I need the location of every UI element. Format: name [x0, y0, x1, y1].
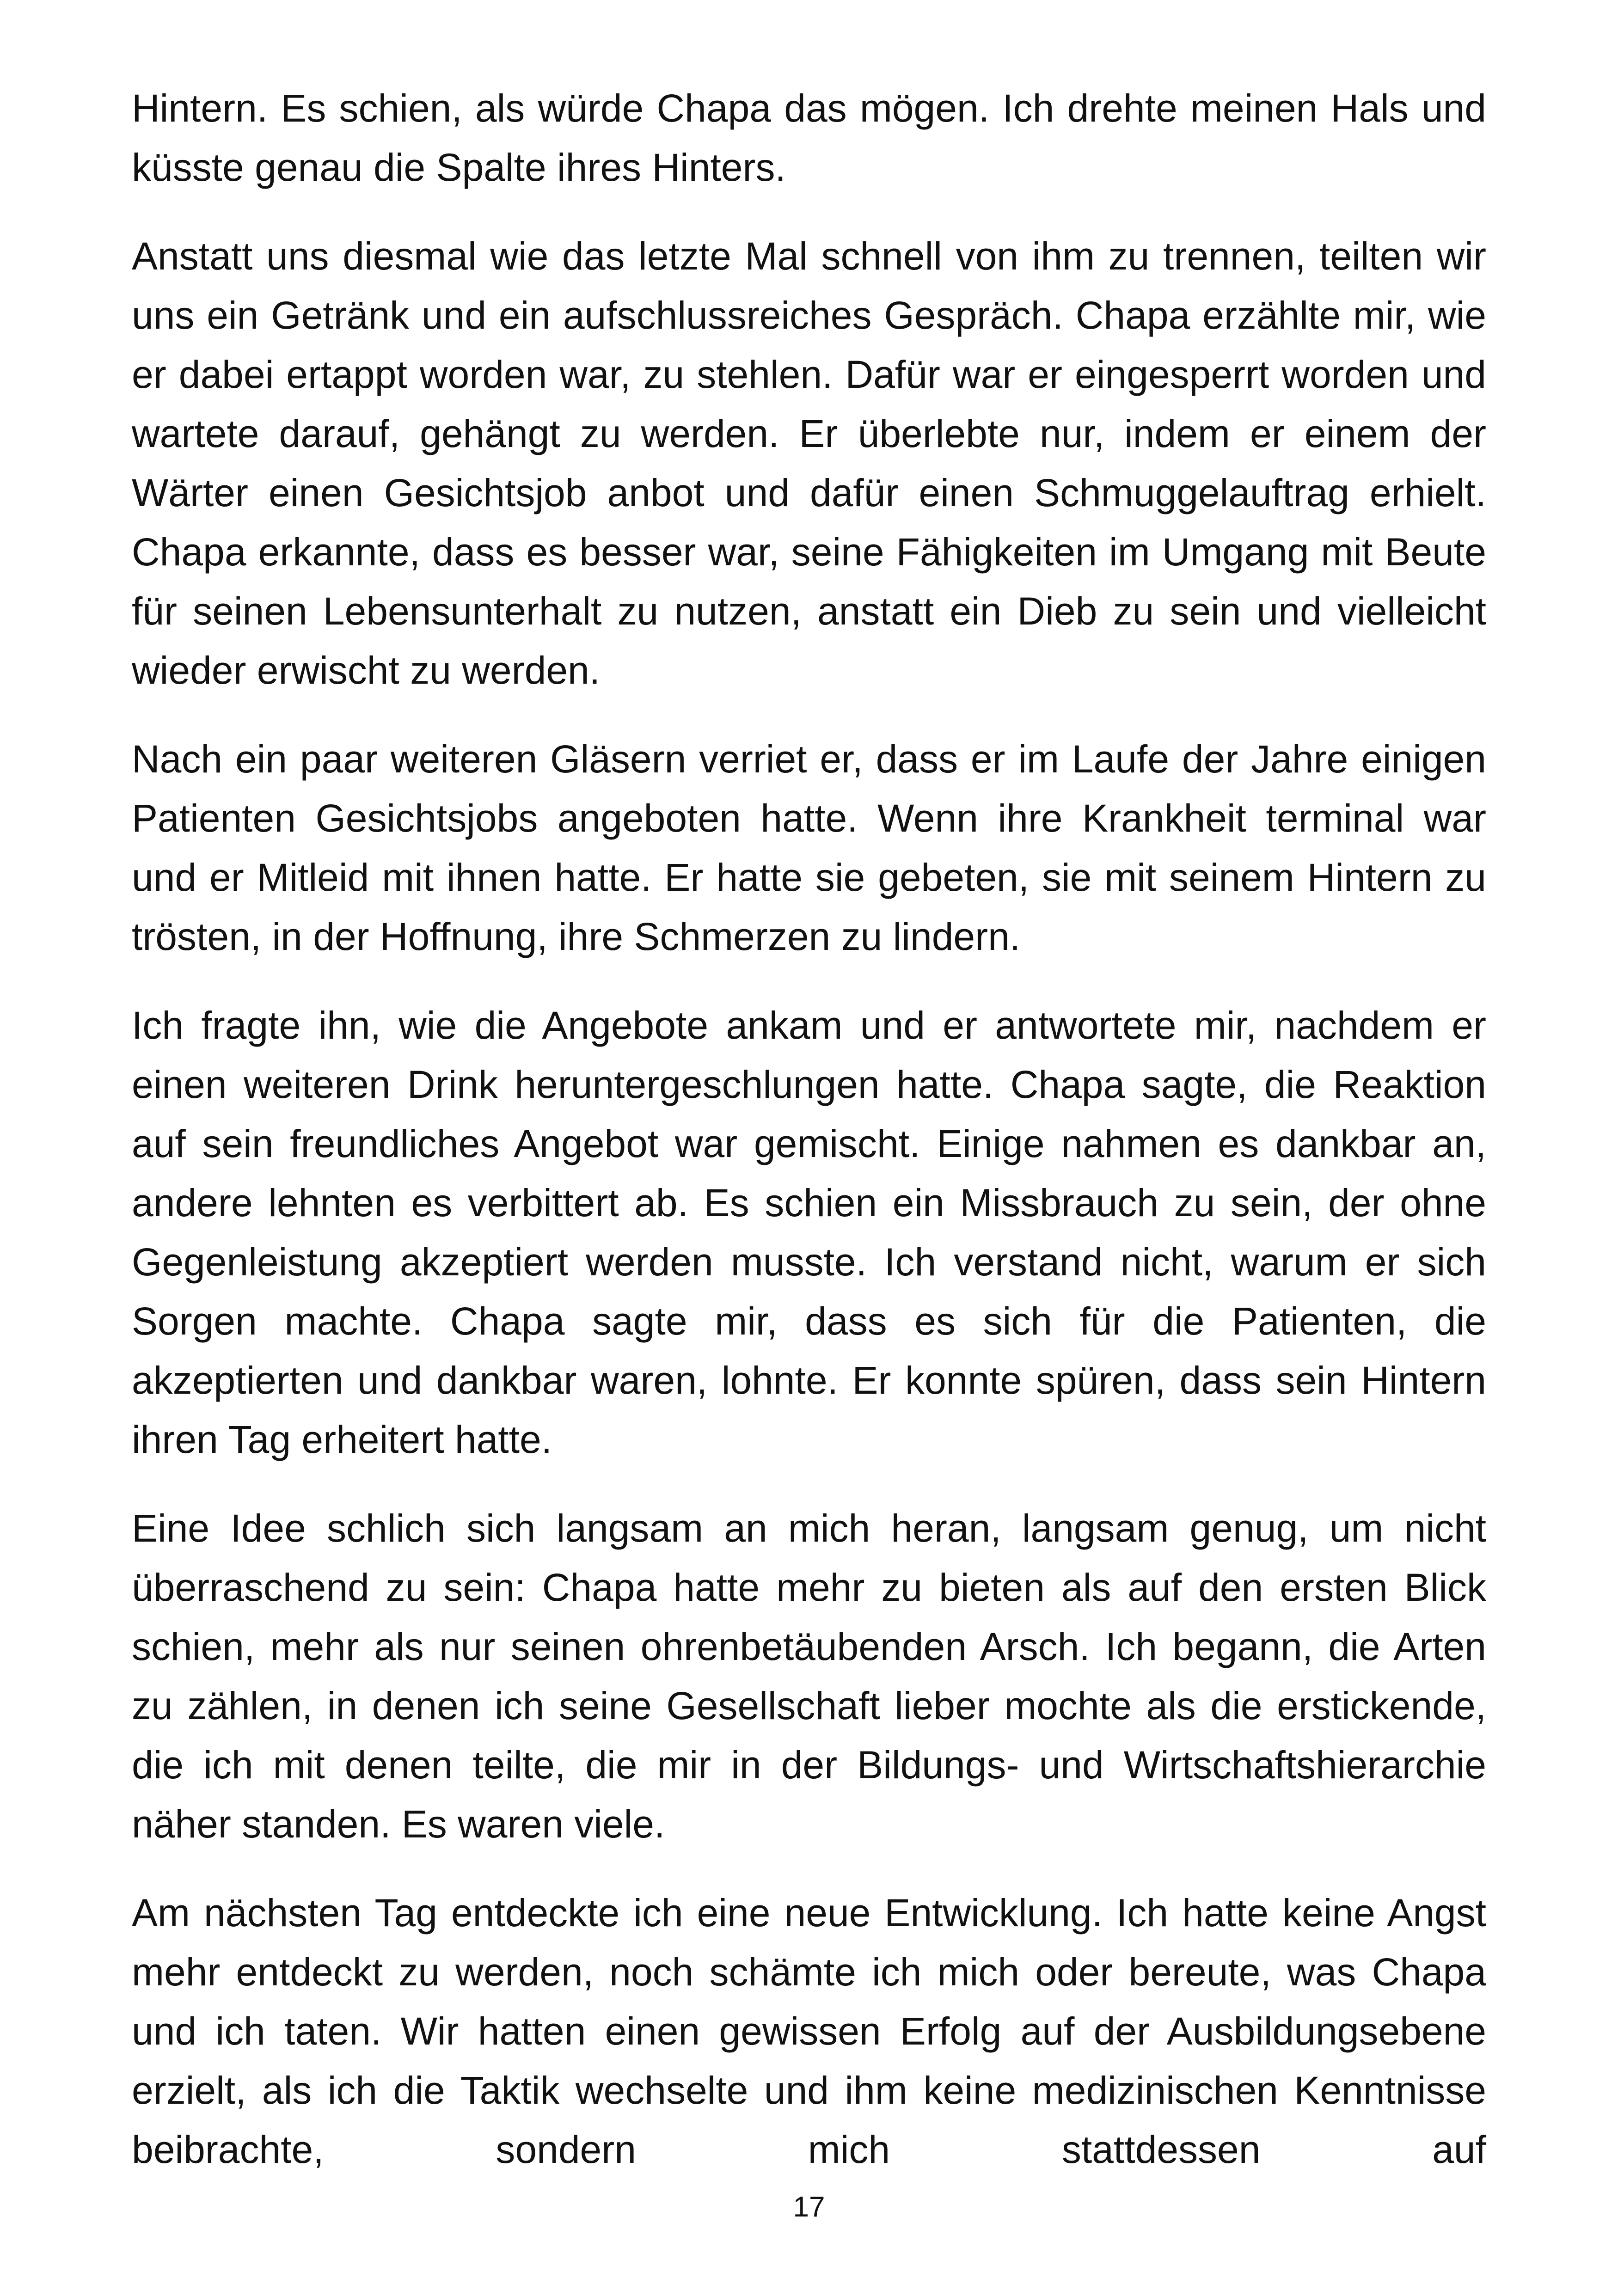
paragraph-6: Am nächsten Tag entdeckte ich eine neue Entwicklung. Ich hatte keine Angst mehr entdeckt zu werden, noch schämte ich mich oder bereute, was Chapa und ich taten. Wir hatten einen gewissen Erfolg auf der Ausbildungsebene erzielt, als ich die Taktik wechselte und ihm keine medizinischen Kenntnisse beibrachte, sondern mich stattdessen auf — [132, 1891, 1486, 2171]
paragraph-2: Anstatt uns diesmal wie das letzte Mal schnell von ihm zu trennen, teilten wir uns ein Getränk und ein aufschlussreiches Gespräch. Chapa erzählte mir, wie er dabei ertappt worden war, zu stehlen. Dafür war er eingesperrt worden und wartete darauf, gehängt zu werden. Er überlebte nur, indem er einem der Wärter einen Gesichtsjob anbot und dafür einen Schmuggelauftrag erhielt. Chapa erkannte, dass es besser war, seine Fähigkeiten im Umgang mit Beute für seinen Lebensunterhalt zu nutzen, anstatt ein Dieb zu sein und vielleicht wieder erwischt zu werden. — [132, 234, 1486, 692]
paragraph-1: Hintern. Es schien, als würde Chapa das mögen. Ich drehte meinen Hals und küsste genau die Spalte ihres Hinters. — [132, 86, 1486, 189]
body-text — [132, 79, 1486, 2209]
page-number: 17 — [793, 2191, 825, 2223]
paragraph-5: Eine Idee schlich sich langsam an mich heran, langsam genug, um nicht überraschend zu sein: Chapa hatte mehr zu bieten als auf den ersten Blick schien, mehr als nur seinen ohrenbetäubenden Arsch. Ich begann, die Arten zu zählen, in denen ich seine Gesellschaft lieber mochte als die erstickende, die ich mit denen teilte, die mir in der Bildungs- und Wirtschaftshierarchie näher standen. Es waren viele. — [132, 1506, 1486, 1846]
paragraph-4: Ich fragte ihn, wie die Angebote ankam und er antwortete mir, nachdem er einen weiteren Drink heruntergeschlungen hatte. Chapa sagte, die Reaktion auf sein freundliches Angebot war gemischt. Einige nahmen es dankbar an, andere lehnten es verbittert ab. Es schien ein Missbrauch zu sein, der ohne Gegenleistung akzeptiert werden musste. Ich verstand nicht, warum er sich Sorgen machte. Chapa sagte mir, dass es sich für die Patienten, die akzeptierten und dankbar waren, lohnte. Er konnte spüren, dass sein Hintern ihren Tag erheitert hatte. — [132, 1004, 1486, 1461]
paragraph-3: Nach ein paar weiteren Gläsern verriet er, dass er im Laufe der Jahre einigen Patienten Gesichtsjobs angeboten hatte. Wenn ihre Krankheit terminal war und er Mitleid mit ihnen hatte. Er hatte sie gebeten, sie mit seinem Hintern zu trösten, in der Hoffnung, ihre Schmerzen zu lindern. — [132, 737, 1486, 958]
